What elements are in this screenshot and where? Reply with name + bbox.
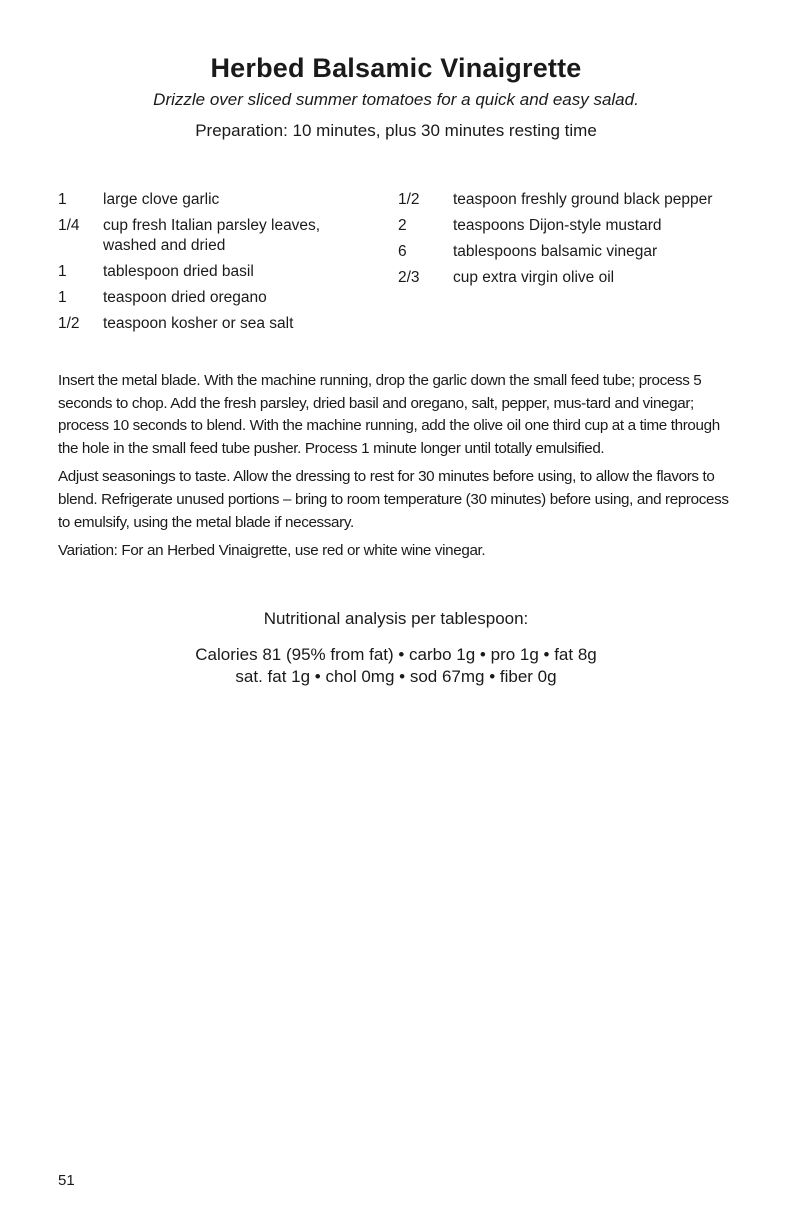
ingredient-text: teaspoon freshly ground black pepper xyxy=(453,191,713,208)
ingredient-item xyxy=(58,190,388,210)
ingredient-text: tablespoon dried basil xyxy=(103,263,254,280)
ingredient-item xyxy=(58,262,388,282)
ingredient-quantity: 2/3 xyxy=(398,269,420,286)
ingredient-item xyxy=(398,190,758,210)
ingredient-item xyxy=(398,242,758,262)
ingredient-text: large clove garlic xyxy=(103,191,220,208)
ingredient-item xyxy=(398,268,758,288)
ingredient-text: tablespoons balsamic vinegar xyxy=(453,243,658,260)
ingredient-quantity: 1 xyxy=(58,191,67,208)
ingredient-text: cup extra virgin olive oil xyxy=(453,269,615,286)
nutrition-line-2: sat. fat 1g • chol 0mg • sod 67mg • fiber 0g xyxy=(235,667,557,686)
ingredient-item xyxy=(58,288,388,308)
ingredients-left-column xyxy=(58,190,388,340)
ingredient-quantity: 1/2 xyxy=(398,191,420,208)
ingredient-item xyxy=(58,216,388,256)
ingredients-right-column xyxy=(398,190,758,294)
nutrition-line-1: Calories 81 (95% from fat) • carbo 1g • pro 1g • fat 8g xyxy=(195,645,597,664)
recipe-subtitle: Drizzle over sliced summer tomatoes for a quick and easy salad. xyxy=(153,90,639,109)
recipe-title: Herbed Balsamic Vinaigrette xyxy=(210,53,582,83)
ingredient-text: cup fresh Italian parsley leaves, washed and dried xyxy=(103,217,321,254)
ingredient-quantity: 1 xyxy=(58,263,67,280)
ingredient-quantity: 6 xyxy=(398,243,407,260)
ingredient-text: teaspoons Dijon-style mustard xyxy=(453,217,662,234)
ingredient-item xyxy=(398,216,758,236)
instruction-paragraph: Adjust seasonings to taste. Allow the dressing to rest for 30 minutes before using, to allow the flavors to blend. Refrigerate unused portions – bring to room temperature (30 minutes) before using, and reprocess to emulsify, using the metal blade if necessary. xyxy=(58,468,729,531)
instruction-paragraph: Insert the metal blade. With the machine running, drop the garlic down the small feed tube; process 5 seconds to chop. Add the fresh parsley, dried basil and oregano, salt, pepper, mus-tard and vinegar; process 10 seconds to blend. With the machine running, add the olive oil one third cup at a time through the hole in the small feed tube pusher. Process 1 minute longer until totally emulsified. xyxy=(58,372,720,457)
instructions xyxy=(58,370,738,569)
variation-note: Variation: For an Herbed Vinaigrette, use red or white wine vinegar. xyxy=(58,542,486,560)
ingredient-text: teaspoon dried oregano xyxy=(103,289,267,306)
ingredient-quantity: 2 xyxy=(398,217,407,234)
ingredient-quantity: 1 xyxy=(58,289,67,306)
nutrition-heading: Nutritional analysis per tablespoon: xyxy=(263,609,529,628)
ingredient-item xyxy=(58,314,388,334)
page-number: 51 xyxy=(58,1172,75,1189)
preparation-time: Preparation: 10 minutes, plus 30 minutes resting time xyxy=(195,121,597,140)
ingredient-quantity: 1/4 xyxy=(58,217,80,234)
ingredient-quantity: 1/2 xyxy=(58,315,80,332)
ingredient-text: teaspoon kosher or sea salt xyxy=(103,315,294,332)
